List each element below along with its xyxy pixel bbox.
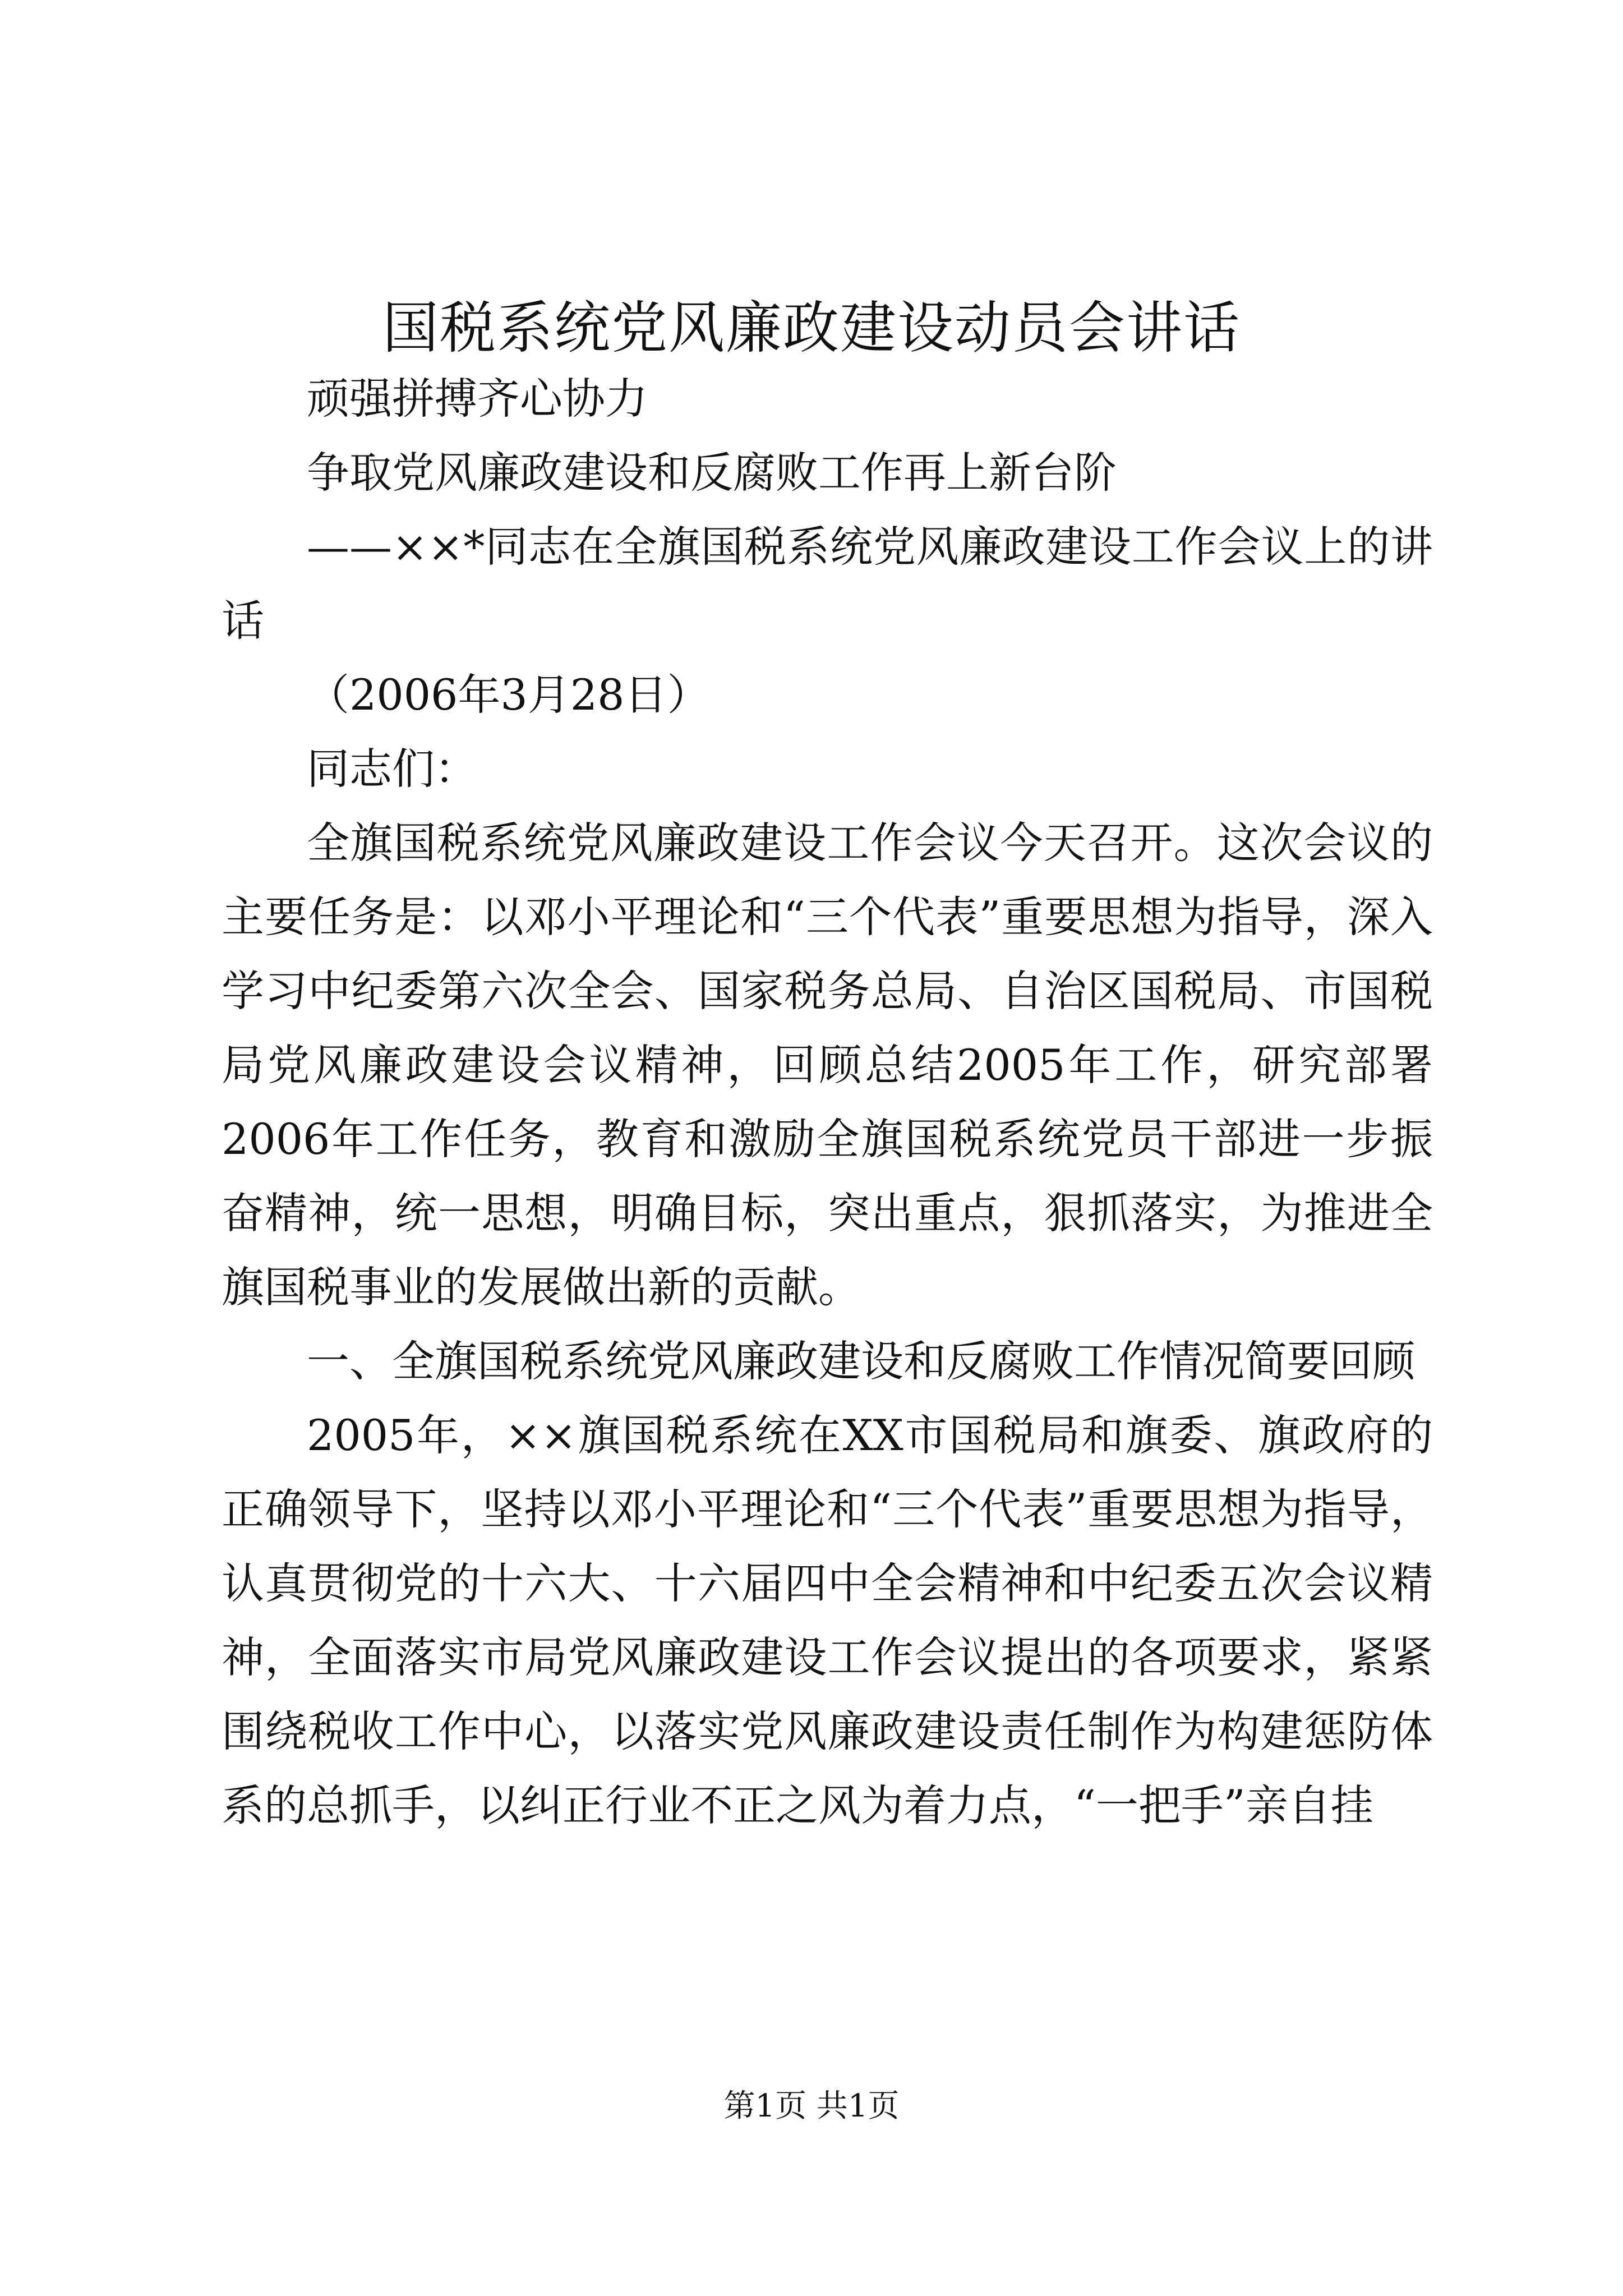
subtitle-line-3: ——××*同志在全旗国税系统党风廉政建设工作会议上的讲话	[222, 522, 1433, 646]
subtitle-line-2: 争取党风廉政建设和反腐败工作再上新台阶	[307, 448, 1117, 498]
paragraph-intro: 全旗国税系统党风廉政建设工作会议今天召开。这次会议的主要任务是：以邓小平理论和“三个代表”重要思想为指导，深入学习中纪委第六次全会、国家税务总局、自治区国税局、市国税局党风廉政建设会议精神，回顾总结2005年工作，研究部署2006年工作任务，教育和激励全旗国税系统党员干部进一步振奋精神，统一思想，明确目标，突出重点，狠抓落实，为推进全旗国税事业的发展做出新的贡献。	[222, 818, 1433, 1312]
document-title: 国税系统党风廉政建设动员会讲话	[382, 295, 1241, 361]
speech-date: （2006年3月28日）	[307, 670, 710, 720]
paragraph-review: 2005年，××旗国税系统在XX市国税局和旗委、旗政府的正确领导下，坚持以邓小平理论和“三个代表”重要思想为指导，认真贯彻党的十六大、十六届四中全会精神和中纪委五次会议精神，全面落实市局党风廉政建设工作会议提出的各项要求，紧紧围绕税收工作中心，以落实党风廉政建设责任制作为构建惩防体系的总抓手，以纠正行业不正之风为着力点，“一把手”亲自挂	[222, 1410, 1433, 1830]
salutation: 同志们：	[307, 744, 477, 794]
document-body	[222, 362, 1433, 1843]
page-footer: 第1页 共1页	[723, 2088, 900, 2124]
section-heading-1: 一、全旗国税系统党风廉政建设和反腐败工作情况简要回顾	[307, 1336, 1415, 1386]
subtitle-line-1: 顽强拼搏齐心协力	[307, 374, 648, 424]
